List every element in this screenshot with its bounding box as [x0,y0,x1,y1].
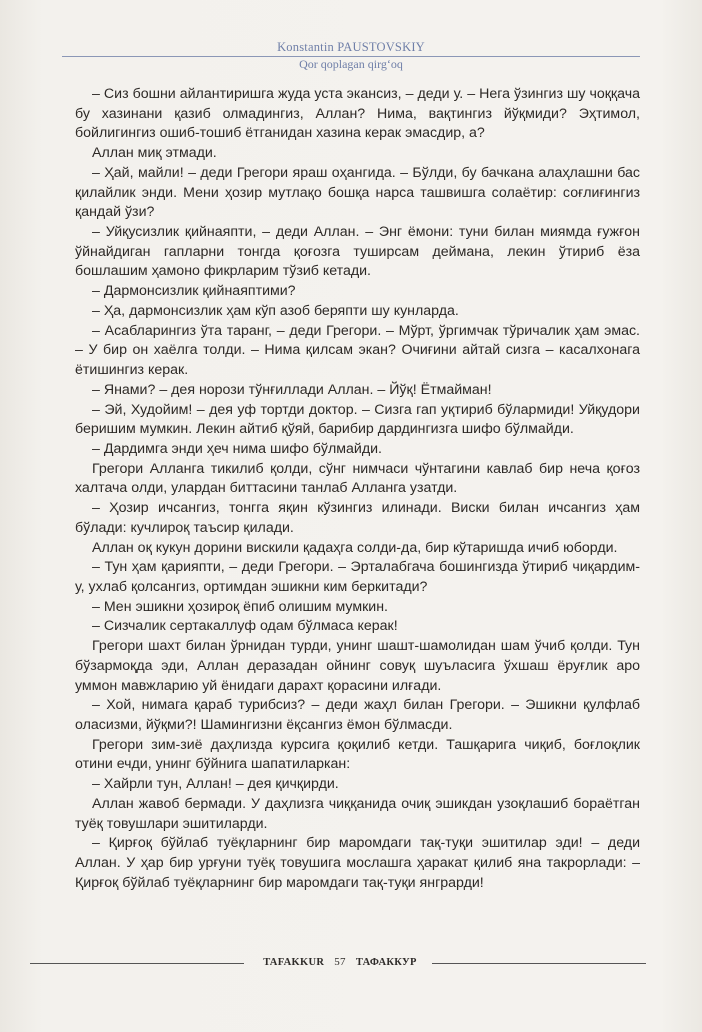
paragraph: – Хайрли тун, Аллан! – дея қичқирди. [92,776,339,793]
header-author: Konstantin PAUSTOVSKIY [277,40,425,54]
footer-rule-left [30,963,244,964]
paragraph: – Ҳа, дармонсизлик ҳам кўп азоб беряпти шу кунларда. [92,302,459,319]
page-number: 57 [334,956,346,968]
footer-text [250,956,430,968]
paragraph: Грегори шахт билан ўрнидан турди, унинг шашт-шамолидан шам ўчиб қолди. Тун бўзармоқда эди, Аллан деразадан ойнинг совуқ шуъласига ўхшаш ёруғлик аро уммон мавжларию уй ёнидаги дарахт қорасини илғади. [75,638,640,694]
paragraph: Аллан оқ кукун дорини вискили қадаҳга солди-да, бир кўтаришда ичиб юборди. [92,539,618,556]
paragraph: – Мен эшикни ҳозироқ ёпиб олишим мумкин. [92,598,388,615]
paragraph: – Хой, нимага қараб турибсиз? – деди жаҳл билан Грегори. – Эшикни қулфлаб оласизми, йўқми?! Шамингизни ёқсангиз ёмон бўлмасди. [75,697,640,733]
paragraph: – Янами? – дея норози тўнғиллади Аллан. – Йўқ! Ётмайман! [92,381,492,398]
article-body [75,85,640,893]
paragraph: Аллан жавоб бермади. У даҳлизга чиққанида очиқ эшикдан узоқлашиб бораётган туёқ товушлари эшитиларди. [75,795,640,832]
paragraph: Грегори Алланга тикилиб қолди, сўнг нимчаси чўнтагини кавлаб бир неча қоғоз халтача олди, улардан биттасини танлаб Алланга узатди. [75,460,640,497]
footer-rule-right [432,963,646,964]
paragraph: – Ҳай, майли! – деди Грегори яраш оҳангида. – Бўлди, бу бачкана алаҳлашни бас қилайлик энди. Мени ҳозир мутлақо бошқа нарса ташвишга солаётир: соғлиғингиз қандай ўзи? [75,164,640,221]
paragraph: – Тун ҳам қарияпти, – деди Грегори. – Эрталабгача бошингизда ўтириб чиқардим-у, ухлаб қолсангиз, ортимдан эшикни ким беркитади? [75,559,640,595]
paragraph: – Эй, Худойим! – дея уф тортди доктор. – Сизга гап уқтириб бўлармиди! Уйқудори беришим мумкин. Лекин айтиб қўяй, барибир дардингизга шифо бўлмайди. [75,401,640,438]
paragraph: – Ҳозир ичсангиз, тонгга яқин кўзингиз илинади. Виски билан ичсангиз ҳам бўлади: кучлироқ таъсир қилади. [75,500,640,536]
paragraph: – Сизчалик сертакаллуф одам бўлмаса керак! [92,618,398,635]
paragraph: Грегори зим-зиё даҳлизда курсига қоқилиб кетди. Ташқарига чиқиб, боғлоқлик отини ечди, унинг бўйнига шапатиларкан: [75,736,640,773]
paragraph: – Дардимга энди ҳеч нима шифо бўлмайди. [92,440,382,457]
footer-magazine-cyrillic: ТАФАККУР [355,957,417,968]
paragraph: – Сиз бошни айлантиришга жуда уста экансиз, – деди у. – Нега ўзингиз шу чоққача бу хазинани қазиб олмадингиз, Аллан? Нима, вақтингиз йўқмиди? Эҳтимол, бойлигингиз ошиб-тошиб ётганидан хазина керак эмасдир, а? [75,86,640,142]
paragraph: – Уйқусизлик қийнаяпти, – деди Аллан. – Энг ёмони: туни билан миямда ғужғон ўйнайдиган гапларни тонгда қоғозга туширсам деймана, лекин ўтириб ёза бошлашим ҳамоно фикрларим тўзиб кетади. [75,224,640,280]
footer-magazine-latin: TAFAKKUR [263,957,325,968]
header-title: Qor qoplagan qirg‘oq [299,57,403,71]
running-header [0,40,702,72]
paragraph: – Дармонсизлик қийнаяптими? [92,283,296,300]
paragraph: – Асабларингиз ўта таранг, – деди Грегори. – Мўрт, ўргимчак тўричалик ҳам эмас. – У бир он хаёлга толди. – Нима қилсам экан? Очиғини айтай сизга – касалхонага ётишингиз керак. [75,322,640,379]
page-footer [0,956,702,970]
paragraph: Аллан миқ этмади. [92,145,217,162]
paragraph: – Қирғоқ бўйлаб туёқларнинг бир маромдаги тақ-туқи эшитилар эди! – деди Аллан. У ҳар бир урғуни туёқ товушига мослашга ҳаракат қилиб яна такрорлади: – Қирғоқ бўйлаб туёқларнинг бир маромдаги тақ-туқи янграрди! [75,835,640,891]
header-rule [62,56,640,57]
